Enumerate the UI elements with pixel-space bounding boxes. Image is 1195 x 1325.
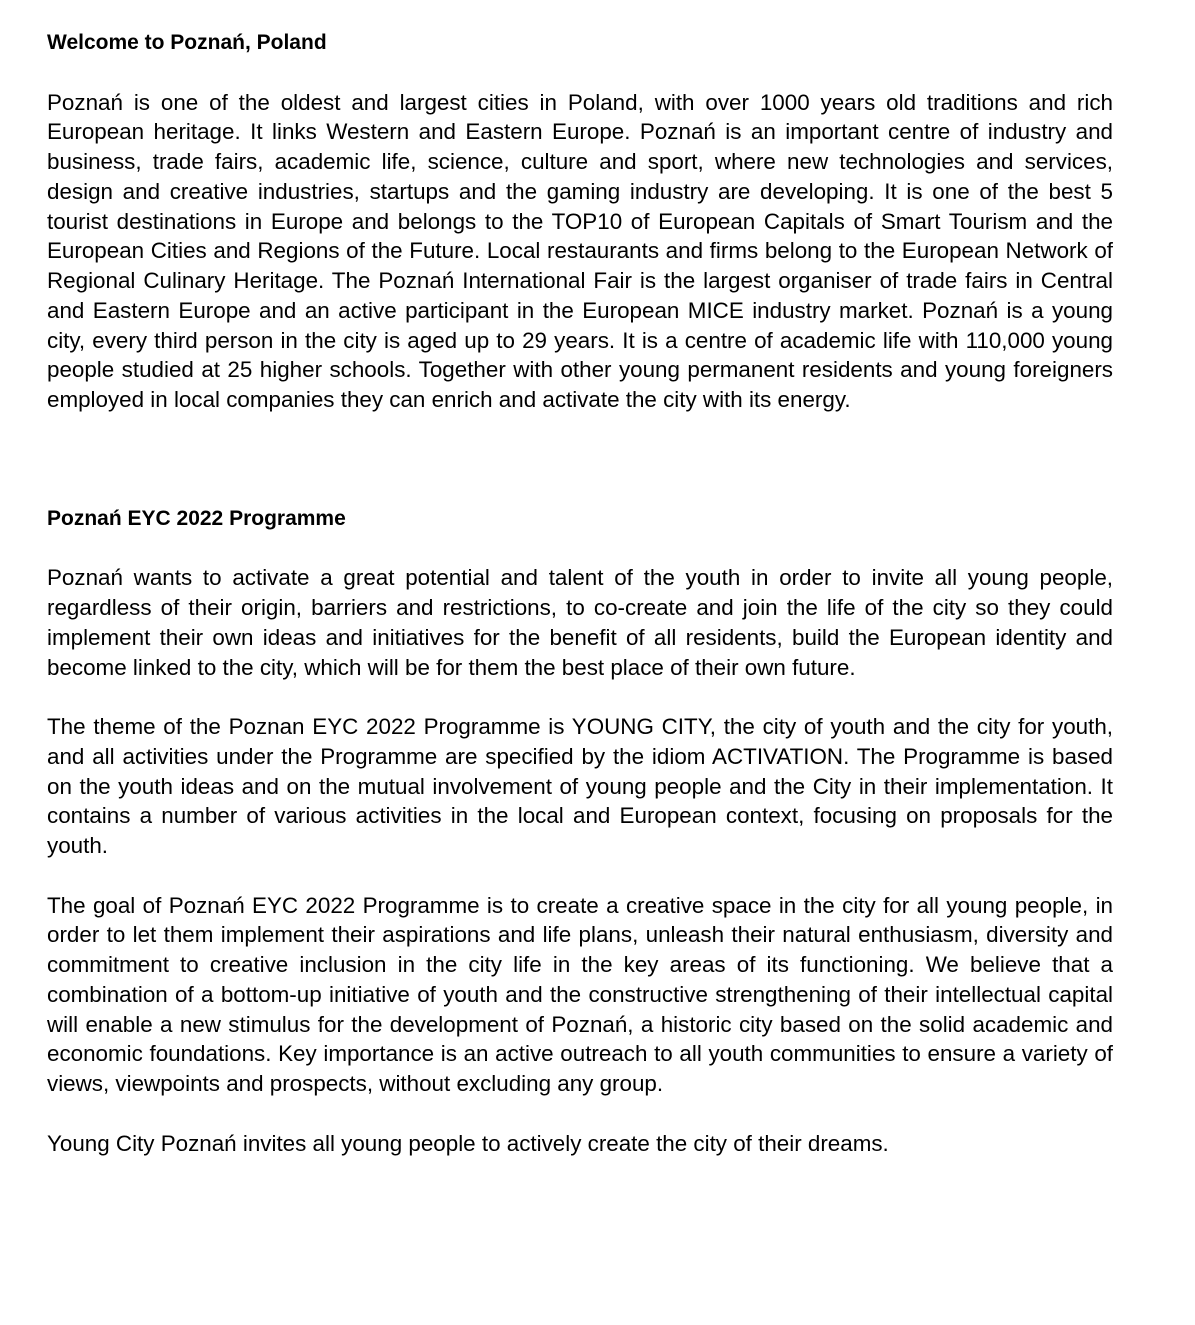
document-page bbox=[47, 28, 1113, 1158]
paragraph-programme-closing: Young City Poznań invites all young people to actively create the city of their dreams. bbox=[47, 1130, 889, 1156]
paragraph-programme-intro: Poznań wants to activate a great potential and talent of the youth in order to invite all young people, regardless of their origin, barriers and restrictions, to co-create and join the life of the city so they could implement their own ideas and initiatives for the benefit of all residents, build the European identity and become linked to the city, which will be for them the best place of their own future. bbox=[47, 565, 1113, 680]
section-heading-welcome: Welcome to Poznań, Poland bbox=[47, 31, 327, 54]
paragraph-programme-goal: The goal of Poznań EYC 2022 Programme is to create a creative space in the city for all young people, in order to let them implement their aspirations and life plans, unleash their natural enthusiasm, diversity and commitment to creative inclusion in the city life in the key areas of its functioning. We believe that a combination of a bottom-up initiative of youth and the constructive strengthening of their intellectual capital will enable a new stimulus for the development of Poznań, a historic city based on the solid academic and economic foundations. Key importance is an active outreach to all youth communities to ensure a variety of views, viewpoints and prospects, without excluding any group. bbox=[47, 892, 1113, 1096]
section-heading-programme: Poznań EYC 2022 Programme bbox=[47, 506, 346, 530]
paragraph-programme-theme: The theme of the Poznan EYC 2022 Programme is YOUNG CITY, the city of youth and the city for youth, and all activities under the Programme are specified by the idiom ACTIVATION. The Programme is based on the youth ideas and on the mutual involvement of young people and the City in their implementation. It contains a number of various activities in the local and European context, focusing on proposals for the youth. bbox=[47, 714, 1113, 858]
paragraph-welcome: Poznań is one of the oldest and largest cities in Poland, with over 1000 years old traditions and rich European heritage. It links Western and Eastern Europe. Poznań is an important centre of industry and business, trade fairs, academic life, science, culture and sport, where new technologies and services, design and creative industries, startups and the gaming industry are developing. It is one of the best 5 tourist destinations in Europe and belongs to the TOP10 of European Capitals of Smart Tourism and the European Cities and Regions of the Future. Local restaurants and firms belong to the European Network of Regional Culinary Heritage. The Poznań International Fair is the largest organiser of trade fairs in Central and Eastern Europe and an active participant in the European MICE industry market. Poznań is a young city, every third person in the city is aged up to 29 years. It is a centre of academic life with 110,000 young people studied at 25 higher schools. Together with other young permanent residents and young foreigners employed in local companies they can enrich and activate the city with its energy. bbox=[47, 89, 1113, 412]
